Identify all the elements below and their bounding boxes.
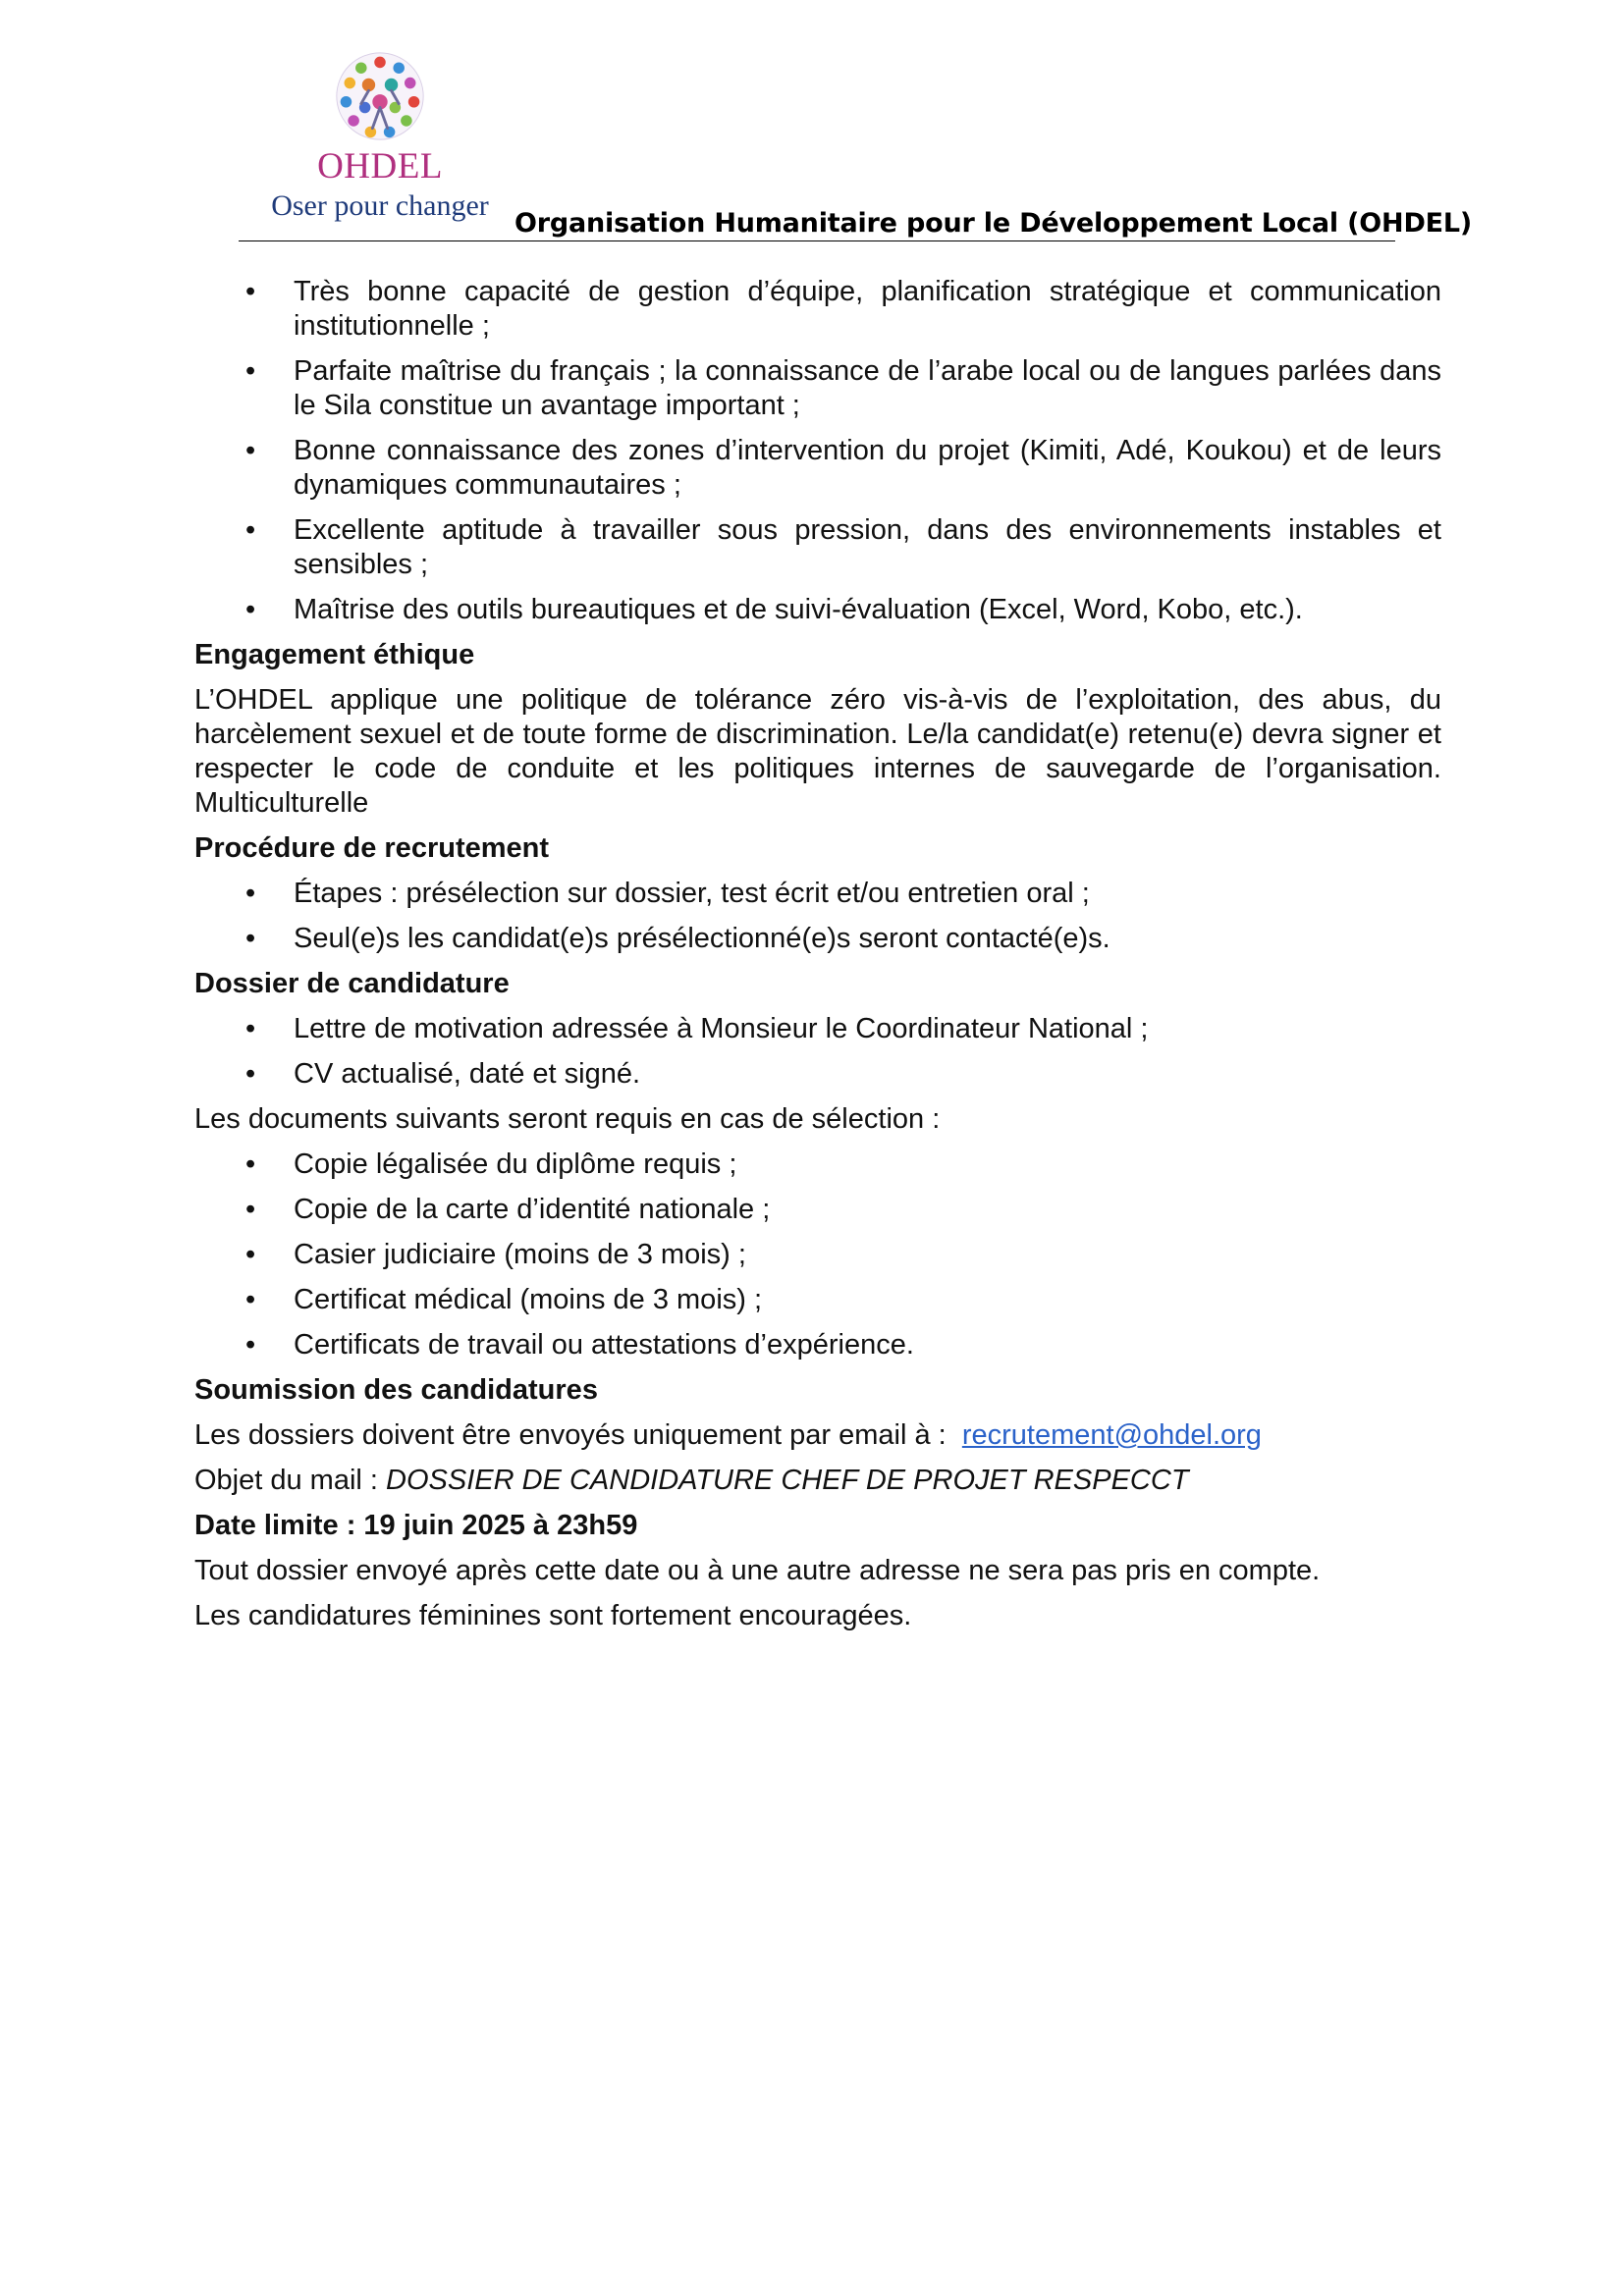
bullet-icon: • xyxy=(245,1058,256,1090)
list-item: • Étapes : présélection sur dossier, test écrit et/ou entretien oral ; xyxy=(245,878,1090,909)
bullet-icon: • xyxy=(245,878,256,909)
dossier-heading: Dossier de candidature xyxy=(194,968,510,999)
ohdel-logo xyxy=(257,49,503,223)
people-globe-icon xyxy=(333,49,427,143)
organization-title: Organisation Humanitaire pour le Développement Local (OHDEL) xyxy=(514,208,1473,239)
bullet-icon: • xyxy=(245,1194,256,1225)
list-item: • Bonne connaissance des zones d’intervention du projet (Kimiti, Adé, Koukou) et de leurs dynamiques communautaires ; xyxy=(245,435,1441,501)
bullet-icon: • xyxy=(245,1148,256,1180)
list-item: • Parfaite maîtrise du français ; la connaissance de l’arabe local ou de langues parlées dans le Sila constitue un avantage important ; xyxy=(245,355,1441,421)
list-item: • Copie de la carte d’identité nationale ; xyxy=(245,1194,771,1225)
profile-bullet-list xyxy=(194,275,1441,627)
bullet-icon: • xyxy=(245,435,256,466)
list-item: • CV actualisé, daté et signé. xyxy=(245,1058,641,1090)
bullet-icon: • xyxy=(245,923,256,954)
bullet-icon: • xyxy=(245,1284,256,1315)
bullet-icon: • xyxy=(245,1239,256,1270)
list-item: • Casier judiciaire (moins de 3 mois) ; xyxy=(245,1239,746,1270)
deadline: Date limite : 19 juin 2025 à 23h59 xyxy=(194,1510,638,1541)
list-item: • Seul(e)s les candidat(e)s présélectionné(e)s seront contacté(e)s. xyxy=(245,923,1110,954)
list-item: • Excellente aptitude à travailler sous pression, dans des environnements instables et sensibles ; xyxy=(245,514,1441,580)
document-body xyxy=(194,275,1441,1644)
header-divider xyxy=(239,240,1395,241)
list-item: • Très bonne capacité de gestion d’équipe, planification stratégique et communication institutionnelle ; xyxy=(245,276,1441,342)
email-line xyxy=(194,1418,1441,1453)
list-item: • Certificat médical (moins de 3 mois) ; xyxy=(245,1284,763,1315)
email-link[interactable]: recrutement@ohdel.org xyxy=(961,1419,1262,1451)
email-lead-text: Les dossiers doivent être envoyés uniquement par email à : xyxy=(194,1419,947,1451)
bullet-icon: • xyxy=(245,276,256,307)
late-submission-note: Tout dossier envoyé après cette date ou à une autre adresse ne sera pas pris en compte. xyxy=(194,1555,1321,1586)
ethics-heading: Engagement éthique xyxy=(194,639,475,670)
list-item: • Lettre de motivation adressée à Monsieur le Coordinateur National ; xyxy=(245,1013,1149,1044)
bullet-icon: • xyxy=(245,355,256,387)
required-docs-intro: Les documents suivants seront requis en cas de sélection : xyxy=(194,1103,941,1135)
subject-value: DOSSIER DE CANDIDATURE CHEF DE PROJET RESPECCT xyxy=(386,1465,1189,1496)
list-item: • Maîtrise des outils bureautiques et de suivi-évaluation (Excel, Word, Kobo, etc.). xyxy=(245,594,1303,625)
list-item: • Copie légalisée du diplôme requis ; xyxy=(245,1148,737,1180)
dossier-list xyxy=(194,1012,1441,1092)
bullet-icon: • xyxy=(245,1329,256,1361)
subject-line xyxy=(194,1464,1441,1498)
list-item: • Certificats de travail ou attestations d’expérience. xyxy=(245,1329,914,1361)
subject-label: Objet du mail : xyxy=(194,1465,378,1496)
bullet-icon: • xyxy=(245,1013,256,1044)
bullet-icon: • xyxy=(245,514,256,546)
women-encouraged-note: Les candidatures féminines sont fortement encouragées. xyxy=(194,1600,912,1631)
bullet-icon: • xyxy=(245,594,256,625)
logo-tagline: Oser pour changer xyxy=(271,189,489,222)
logo-name: OHDEL xyxy=(317,146,443,187)
required-docs-list xyxy=(194,1148,1441,1362)
procedure-list xyxy=(194,877,1441,956)
ethics-paragraph: L’OHDEL applique une politique de tolérance zéro vis-à-vis de l’exploitation, des abus, du harcèlement sexuel et de toute forme de discrimination. Le/la candidat(e) retenu(e) devra signer et respecter le code de conduite et les politiques internes de sauvegarde de l’organisation. Multiculturelle xyxy=(194,684,1441,819)
submission-heading: Soumission des candidatures xyxy=(194,1374,598,1406)
procedure-heading: Procédure de recrutement xyxy=(194,832,550,864)
